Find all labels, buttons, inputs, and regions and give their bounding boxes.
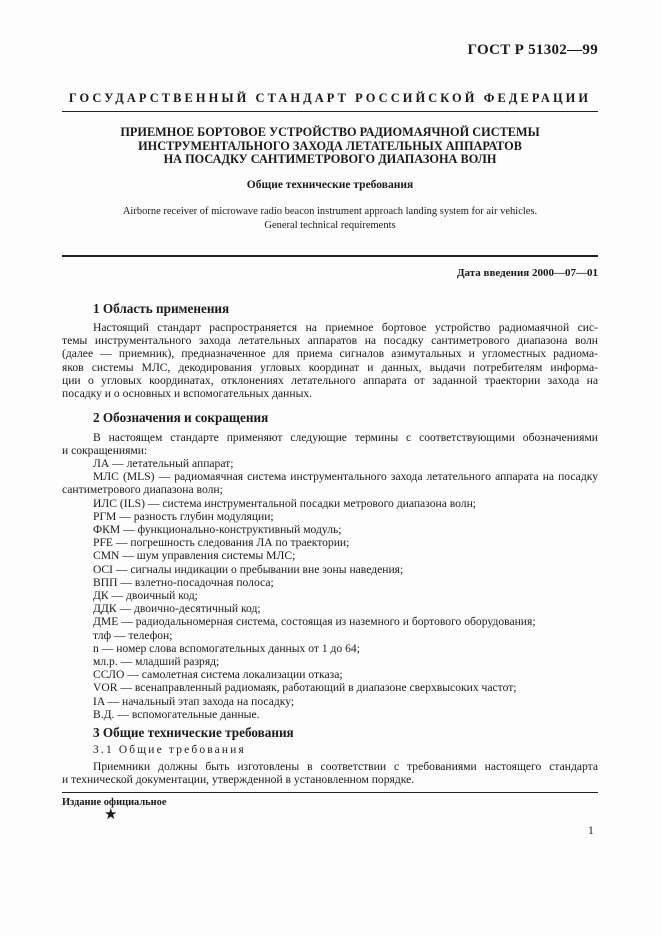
- term-item: тлф — телефон;: [93, 628, 173, 642]
- section-1-text: [62, 321, 598, 400]
- title-line-1: ПРИЕМНОЕ БОРТОВОЕ УСТРОЙСТВО РАДИОМАЯЧНОЙ СИСТЕМЫ: [120, 125, 540, 139]
- term-item: CMN — шум управления системы МЛС;: [93, 549, 296, 563]
- section-2-intro: [62, 431, 598, 457]
- term-item: МЛС (MLS) — радиомаячная система инструментального захода летательного аппарата на посадку сантиметрового диапазона волн;: [62, 470, 598, 497]
- document-title: [62, 126, 598, 167]
- page-number: 1: [588, 825, 594, 837]
- gost-code: ГОСТ Р 51302—99: [467, 42, 598, 58]
- term-item: PFE — погрешность следования ЛА по траектории;: [93, 536, 350, 550]
- terms-list: [62, 457, 598, 721]
- footer-rule: [62, 792, 598, 793]
- section-1-line: (далее — приемник), предназначенное для приема сигналов азимутальных и угломестных радиома-: [62, 347, 598, 361]
- term-item: мл.р. — младший разряд;: [93, 655, 220, 669]
- edition-label: Издание официальное: [62, 797, 167, 808]
- header-rule: [62, 111, 598, 112]
- english-title: [62, 205, 598, 232]
- section-1-line: Настоящий стандарт распространяется на приемное бортовое устройство радиомаячной сис-: [93, 321, 598, 334]
- term-item: ДМЕ — радиодальномерная система, состоящая из наземного и бортового оборудования;: [93, 615, 536, 629]
- subsection-3-1-heading: 3.1 Общие требования: [93, 744, 246, 756]
- term-item: ДДК — двоично-десятичный код;: [93, 602, 261, 616]
- star-icon: ★: [104, 807, 118, 823]
- section-3-text: [62, 760, 598, 786]
- term-item: OCI — сигналы индикации о пребывании вне зоны наведения;: [93, 562, 404, 576]
- section-3-line: Приемники должны быть изготовлены в соответствии с требованиями настоящего стандарта: [93, 760, 598, 773]
- section-3-heading: 3 Общие технические требования: [93, 725, 294, 740]
- term-item: РГМ — разность глубин модуляции;: [93, 509, 274, 523]
- title-line-2: ИНСТРУМЕНТАЛЬНОГО ЗАХОДА ЛЕТАТЕЛЬНЫХ АППАРАТОВ: [138, 138, 522, 153]
- english-title-line-1: Airborne receiver of microwave radio beacon instrument approach landing system for air vehicles.: [122, 206, 538, 217]
- section-1-line: темы инструментального захода летательных аппаратов на посадку сантиметрового диапазона волн: [62, 334, 598, 348]
- term-item: ФКМ — функционально-конструктивный модуль;: [93, 523, 342, 537]
- section-1-heading: 1 Область применения: [93, 301, 230, 316]
- title-rule: [62, 255, 598, 257]
- term-item: ВПП — взлетно-посадочная полоса;: [93, 575, 274, 589]
- title-line-3: НА ПОСАДКУ САНТИМЕТРОВОГО ДИАПАЗОНА ВОЛН: [163, 152, 497, 166]
- section-3-line: и технической документации, утвержденной в установленном порядке.: [62, 773, 415, 787]
- term-item: ДК — двоичный код;: [93, 589, 198, 603]
- section-1-line: посадку и о основных и вспомогательных данных.: [62, 387, 313, 401]
- section-1-line: яков системы МЛС, декодирования угловых координат и данных, выдачи потребителям информа-: [62, 360, 598, 374]
- state-standard-header: ГОСУДАРСТВЕННЫЙ СТАНДАРТ РОССИЙСКОЙ ФЕДЕРАЦИИ: [68, 91, 592, 105]
- term-item: VOR — всенаправленный радиомаяк, работающий в диапазоне сверхвысоких частот;: [93, 681, 517, 695]
- section-2-intro-line: и сокращениями:: [62, 444, 148, 458]
- section-2-intro-line: В настоящем стандарте применяют следующие термины с соответствующими обозначениями: [93, 431, 598, 444]
- document-subtitle: Общие технические требования: [246, 179, 414, 191]
- english-title-line-2: General technical requirements: [264, 219, 396, 231]
- term-item: ИЛС (ILS) — система инструментальной посадки метрового диапазона волн;: [93, 496, 477, 510]
- term-item: n — номер слова вспомогательных данных от 1 до 64;: [93, 641, 360, 655]
- term-item: IA — начальный этап захода на посадку;: [93, 694, 295, 708]
- term-item: ССЛО — самолетная система локализации отказа;: [93, 668, 343, 682]
- intro-date: Дата введения 2000—07—01: [456, 267, 598, 279]
- section-1-line: ции о угловых координатах, отклонениях летательного аппарата от заданной траектории захода на: [62, 373, 598, 387]
- section-2-heading: 2 Обозначения и сокращения: [93, 410, 269, 425]
- term-item: В.Д. — вспомогательные данные.: [93, 707, 260, 721]
- term-item: ЛА — летательный аппарат;: [93, 457, 234, 470]
